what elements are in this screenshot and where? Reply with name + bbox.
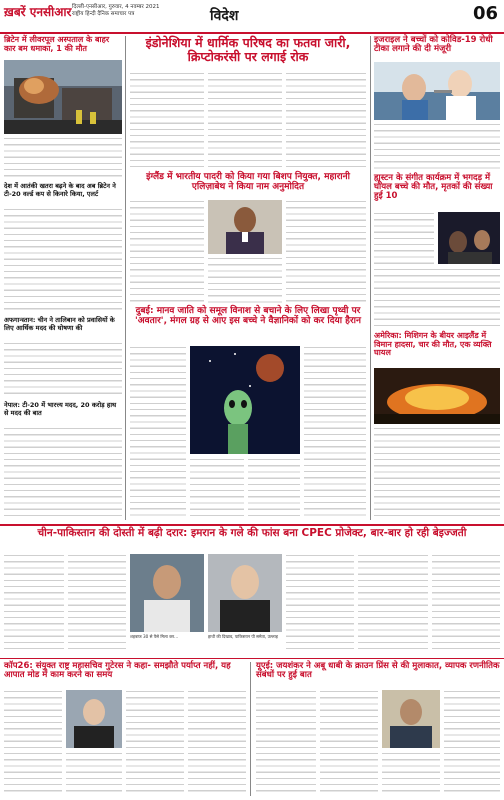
date-text: दिल्ली-एनसीआर, गुरुवार, 4 नवम्बर 2021 [72, 4, 160, 10]
masthead [0, 0, 504, 34]
bishop-body-3 [286, 200, 366, 304]
houston-headline: ह्यूस्टन के संगीत कार्यक्रम में भगदड़ में घायल बच्चे की मौत, मृतकों की संख्या हुई 10 [374, 173, 493, 202]
cpec-body-2 [68, 554, 126, 654]
cop26-photo [66, 690, 122, 748]
bottom-divider [0, 658, 504, 659]
cpec-photo-imran [130, 554, 204, 632]
paper-tagline: राष्ट्रीय हिन्दी दैनिक समाचार पत्र [72, 11, 135, 17]
bishop-body-1 [130, 200, 204, 304]
israel-body [374, 123, 500, 171]
cpec-body-1 [4, 554, 64, 654]
cop26-body-3 [126, 690, 184, 796]
uae-body-4 [444, 690, 500, 796]
page-number: 06 [472, 3, 498, 24]
uae-photo [382, 690, 440, 748]
israel-headline: इजराइल ने बच्चों को कोविड-19 रोधी टीका लगाने की दी मंजूरी [374, 35, 493, 55]
dubai-body-3 [248, 458, 300, 520]
bishop-photo [208, 200, 282, 254]
houston-body-2 [374, 268, 500, 328]
houston-photo [438, 212, 500, 264]
uae-headline: यूएई: जयशंकर ने अबू धाबी के क्राउन प्रिंस से की मुलाकात, व्यापक रणनीतिक संबंधों पर हुई बात [256, 661, 500, 681]
us-body [374, 427, 500, 520]
cpec-body-5 [432, 554, 500, 654]
cop26-body-2 [66, 752, 122, 796]
column-rule [125, 36, 126, 520]
afghan-body [4, 342, 122, 398]
newspaper-brand: ख़बरें एनसीआर [4, 5, 72, 19]
cop26-headline: कॉप26: संयुक्त राष्ट्र महासचिव गुटेरस ने कहा- समझौते पर्याप्त नहीं, यह आपात मोड में काम करने का समय [4, 661, 231, 681]
cop26-body-4 [188, 690, 246, 796]
section-title: विदेश [210, 8, 239, 24]
cpec-photo-xi [208, 554, 282, 632]
israel-photo [374, 62, 500, 120]
section-divider [0, 524, 504, 526]
nepal-subhead: नेपाल: टी-20 में भारत्त्य मदद, 20 करोड़ हाथ से मदद की बात [4, 401, 117, 417]
uae-body-1 [256, 690, 316, 796]
britain-subhead: देश में आतंकी खतरा बढ़ने के बाद अब ब्रिटेन ने टी-20 वर्ल्ड कप से किनारे किया, एलर्ट [4, 182, 116, 198]
bottom-column-rule [250, 662, 251, 796]
dubai-body-1 [130, 346, 186, 520]
indonesia-body-2 [208, 72, 282, 170]
indonesia-body-3 [286, 72, 366, 170]
britain-body [4, 137, 122, 179]
cpec-body-3 [286, 554, 354, 654]
dubai-headline: दुबई: मानव जाति को समूल विनाश से बचाने के लिए लिखा पृथ्वी पर 'अवतार', मंगल ग्रह से आए इस बच्चे ने वैज्ञानिकों को कर दिया हैरान [135, 306, 361, 326]
britain-photo [4, 60, 122, 134]
afghan-subhead: अफगान्स्तान: चीन ने तालिबान को प्रवासियों के लिए आर्थिक मदद की घोषणा की [4, 316, 115, 332]
cpec-caption-1: शहबाज 30 से पैसे मिला कर... [130, 634, 179, 639]
indonesia-headline: इंडोनेशिया में धार्मिक परिषद का फतवा जारी, क्रिप्टोकरंसी पर लगाई रोक [145, 35, 351, 64]
us-headline: अमेरिका: मिशिगन के बीयर आइलैंड में विमान हादसा, चार की मौत, एक व्यक्ति घायल [374, 331, 492, 358]
indonesia-body-1 [130, 72, 204, 170]
dubai-photo [190, 346, 300, 454]
uae-body-3 [382, 752, 440, 796]
cpec-body-4 [358, 554, 428, 654]
britain-sub-body [4, 208, 122, 312]
date-line [72, 4, 192, 18]
us-photo [374, 368, 500, 424]
column-rule-right [370, 36, 371, 520]
britain-headline: ब्रिटेन में लीवरपूल अस्पताल के बाहर कार बम धमाका, 1 की मौत [4, 35, 110, 53]
dubai-body-4 [304, 346, 366, 520]
uae-body-2 [320, 690, 378, 796]
cop26-body-1 [4, 690, 62, 796]
bishop-headline: इंग्लैंड में भारतीय पादरी को किया गया बिशप नियुक्त, महारानी एलिज़ाबेथ ने किया नाम अनुमोदित [146, 172, 350, 192]
nepal-body [4, 427, 122, 519]
cpec-caption-2: हाथी की दिखाव, पाकिस्तान पी समेता, उल्लाह [208, 634, 278, 639]
cpec-headline: चीन-पाकिस्तान की दोस्ती में बढ़ी दरार: इमरान के गले की फांस बना CPEC प्रोजेक्ट, बार-बार हो रही बेइज्जती [37, 527, 467, 539]
houston-body-1 [374, 212, 434, 264]
dubai-body-2 [190, 458, 244, 520]
bishop-body-2 [208, 257, 282, 304]
